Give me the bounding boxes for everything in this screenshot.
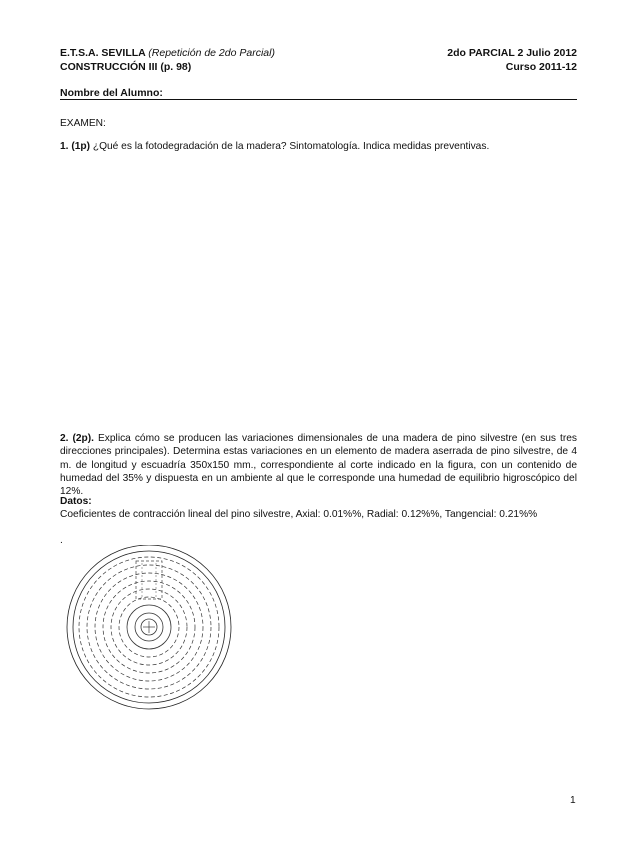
course-year: Curso 2011-12: [505, 61, 577, 73]
exam-title: 2do PARCIAL 2 Julio 2012: [447, 47, 577, 59]
question-2-text: Explica cómo se producen las variaciones dimensionales de una madera de pino silvestre (en sus tres direcciones principales). Determina estas variaciones en un elemento de madera aserrada de pino silvestre, de 4 m. de longitud y escuadría 350x150 mm., correspondiente al corte indicado en la figura, con un contenido de humedad del 35% y dispuesta en un ambiente al que le corresponde una humedad de equilibrio higroscópico del 12%.: [60, 433, 577, 498]
school-note: (Repetición de 2do Parcial): [148, 47, 275, 59]
page-number: 1: [570, 795, 576, 806]
header-divider: [60, 99, 577, 100]
question-1-number: 1. (1p): [60, 141, 91, 152]
question-2: [60, 432, 577, 498]
stray-dot: .: [60, 535, 63, 546]
section-title: EXAMEN:: [60, 118, 106, 129]
course-name: CONSTRUCCIÓN III (p. 98): [60, 61, 192, 73]
question-1: [60, 140, 580, 153]
header-school-line: [60, 46, 275, 60]
student-name-label: Nombre del Alumno:: [60, 87, 163, 99]
coefficients-text: Coeficientes de contracción lineal del pino silvestre, Axial: 0.01%%, Radial: 0.12%%, Tangencial: 0.21%%: [60, 509, 538, 520]
data-label: Datos:: [60, 496, 92, 507]
question-1-text: ¿Qué es la fotodegradación de la madera? Sintomatología. Indica medidas preventivas.: [92, 141, 490, 152]
school-name: E.T.S.A. SEVILLA: [60, 47, 146, 59]
question-2-number: 2. (2p).: [60, 433, 94, 444]
log-cross-section-figure: [64, 545, 234, 715]
cut-piece-outline: [136, 561, 162, 599]
